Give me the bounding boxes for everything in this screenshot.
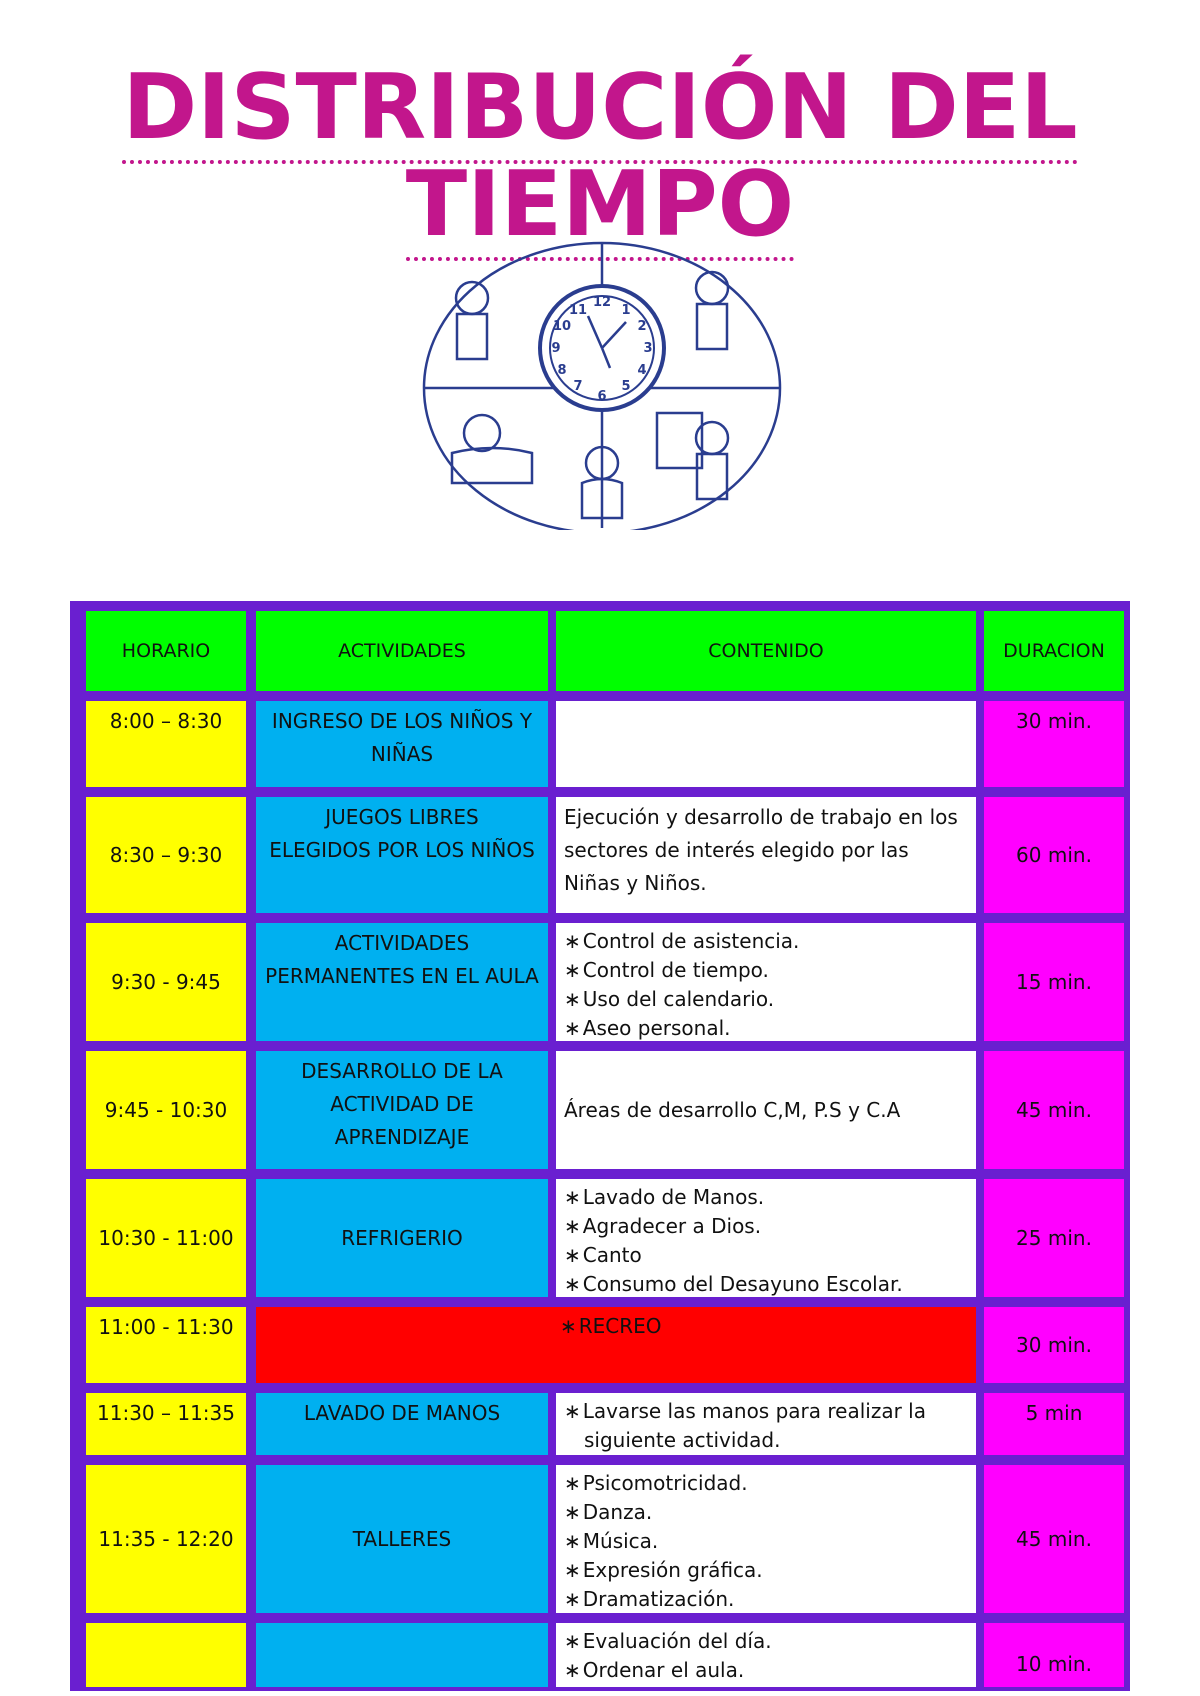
asterisk-bullet: ∗ (564, 1214, 581, 1238)
list-item: ∗ Aseo personal. (564, 1016, 731, 1040)
svg-text:3: 3 (643, 341, 653, 356)
asterisk-bullet: ∗ (564, 1272, 581, 1296)
table-row-recreo (80, 1307, 1120, 1383)
list-item: ∗ Danza. (564, 1500, 653, 1524)
schedule-table (70, 601, 1130, 1691)
list-item: ∗ Consumo del Desayuno Escolar. (564, 1272, 903, 1296)
svg-text:8: 8 (557, 363, 567, 378)
content-cell (556, 1393, 976, 1455)
activity-line: INGRESO DE LOS NIÑOS Y (271, 709, 533, 733)
svg-text:1: 1 (621, 303, 631, 318)
content-cell (556, 701, 976, 787)
activity-cell (256, 1179, 548, 1297)
time-cell: 11:35 - 12:20 (86, 1465, 246, 1613)
recess-label: ∗ RECREO (560, 1314, 662, 1338)
duration-cell: 60 min. (984, 797, 1124, 913)
list-item: ∗ Lavado de Manos. (564, 1185, 765, 1209)
asterisk-bullet: ∗ (564, 1016, 581, 1040)
duration-cell: 25 min. (984, 1179, 1124, 1297)
list-item: ∗ Expresión gráfica. (564, 1558, 763, 1582)
asterisk-bullet: ∗ (564, 1587, 581, 1611)
content-line: Niñas y Niños. (564, 871, 707, 895)
duration-cell: 30 min. (984, 1307, 1124, 1383)
asterisk-bullet: ∗ (560, 1314, 577, 1338)
activity-cell (256, 1051, 548, 1169)
activity-line: ELEGIDOS POR LOS NIÑOS (269, 838, 535, 862)
time-cell: 8:00 – 8:30 (86, 701, 246, 787)
activity-line: REFRIGERIO (341, 1225, 463, 1250)
time-cell: 8:30 – 9:30 (86, 797, 246, 913)
time-cell: 9:30 - 9:45 (86, 923, 246, 1041)
asterisk-bullet: ∗ (564, 1185, 581, 1209)
duration-cell: 45 min. (984, 1051, 1124, 1169)
table-row (80, 1051, 1120, 1169)
time-cell: 9:45 - 10:30 (86, 1051, 246, 1169)
activity-line: APRENDIZAJE (334, 1125, 470, 1149)
activity-cell (256, 1465, 548, 1613)
list-item: ∗ Música. (564, 1529, 659, 1553)
list-item: ∗ Control de asistencia. (564, 929, 800, 953)
asterisk-bullet: ∗ (564, 1500, 581, 1524)
list-item: ∗ Uso del calendario. (564, 987, 775, 1011)
duration-cell: 15 min. (984, 923, 1124, 1041)
svg-text:11: 11 (568, 303, 588, 318)
table-row (80, 797, 1120, 913)
svg-text:9: 9 (551, 341, 561, 356)
table-row (80, 1465, 1120, 1613)
list-item: ∗ Ordenar el aula. (564, 1658, 745, 1682)
header-duracion: DURACION (984, 611, 1124, 691)
activity-line: DESARROLLO DE LA (301, 1059, 503, 1083)
list-item: ∗ Control de tiempo. (564, 958, 769, 982)
clock-illustration (412, 238, 792, 530)
page-title-line1: DISTRIBUCIÓN DEL (0, 58, 1200, 158)
table-row (80, 923, 1120, 1041)
time-cell: 10:30 - 11:00 (86, 1179, 246, 1297)
asterisk-bullet: ∗ (564, 958, 581, 982)
activity-line: TALLERES (352, 1526, 452, 1551)
svg-text:2: 2 (637, 319, 647, 334)
list-item: ∗ Dramatización. (564, 1587, 735, 1611)
activity-line: ACTIVIDADES (334, 931, 470, 955)
activity-cell (256, 797, 548, 913)
content-cell (556, 1623, 976, 1687)
activity-line: NIÑAS (370, 742, 434, 766)
svg-text:12: 12 (592, 295, 612, 310)
duration-cell: 10 min. (984, 1623, 1124, 1687)
svg-text:5: 5 (621, 379, 631, 394)
content-line: Ejecución y desarrollo de trabajo en los (564, 805, 958, 829)
list-item: ∗ Lavarse las manos para realizar la (564, 1399, 926, 1423)
header-horario: HORARIO (86, 611, 246, 691)
asterisk-bullet: ∗ (564, 1558, 581, 1582)
asterisk-bullet: ∗ (564, 1243, 581, 1267)
content-cell (556, 1179, 976, 1297)
activity-line: LAVADO DE MANOS (303, 1401, 501, 1425)
table-row (80, 1179, 1120, 1297)
activity-line: PERMANENTES EN EL AULA (265, 964, 539, 988)
svg-text:6: 6 (597, 389, 607, 404)
table-row (80, 1623, 1120, 1687)
content-cell (556, 923, 976, 1041)
asterisk-bullet: ∗ (564, 1658, 581, 1682)
duration-cell: 45 min. (984, 1465, 1124, 1613)
activity-cell (256, 923, 548, 1041)
duration-cell: 5 min (984, 1393, 1124, 1455)
list-item-continuation: siguiente actividad. (584, 1428, 781, 1452)
list-item: ∗ Psicomotricidad. (564, 1471, 748, 1495)
table-row (80, 701, 1120, 787)
asterisk-bullet: ∗ (564, 1399, 581, 1423)
table-row (80, 1393, 1120, 1455)
asterisk-bullet: ∗ (564, 1529, 581, 1553)
asterisk-bullet: ∗ (564, 929, 581, 953)
activity-cell (256, 1393, 548, 1455)
content-line: Áreas de desarrollo C,M, P.S y C.A (564, 1097, 901, 1122)
time-cell: 11:30 – 11:35 (86, 1393, 246, 1455)
header-contenido: CONTENIDO (556, 611, 976, 691)
content-cell (556, 797, 976, 913)
activity-cell (256, 1623, 548, 1687)
time-cell: 11:00 - 11:30 (86, 1307, 246, 1383)
time-cell (86, 1623, 246, 1687)
activity-line: ACTIVIDAD DE (330, 1092, 474, 1116)
asterisk-bullet: ∗ (564, 1629, 581, 1653)
duration-cell: 30 min. (984, 701, 1124, 787)
svg-text:10: 10 (552, 319, 572, 334)
list-item: ∗ Agradecer a Dios. (564, 1214, 762, 1238)
header-actividades: ACTIVIDADES (256, 611, 548, 691)
content-cell (556, 1051, 976, 1169)
list-item: ∗ Evaluación del día. (564, 1629, 772, 1653)
list-item: ∗ Canto (564, 1243, 642, 1267)
content-line: sectores de interés elegido por las (564, 838, 909, 862)
asterisk-bullet: ∗ (564, 1471, 581, 1495)
table-header-row (80, 611, 1120, 691)
svg-text:7: 7 (573, 379, 583, 394)
content-cell (556, 1465, 976, 1613)
asterisk-bullet: ∗ (564, 987, 581, 1011)
activity-cell (256, 701, 548, 787)
page-title-line2: TIEMPO (0, 155, 1200, 255)
svg-text:4: 4 (637, 363, 647, 378)
activity-line: JUEGOS LIBRES (325, 805, 479, 829)
